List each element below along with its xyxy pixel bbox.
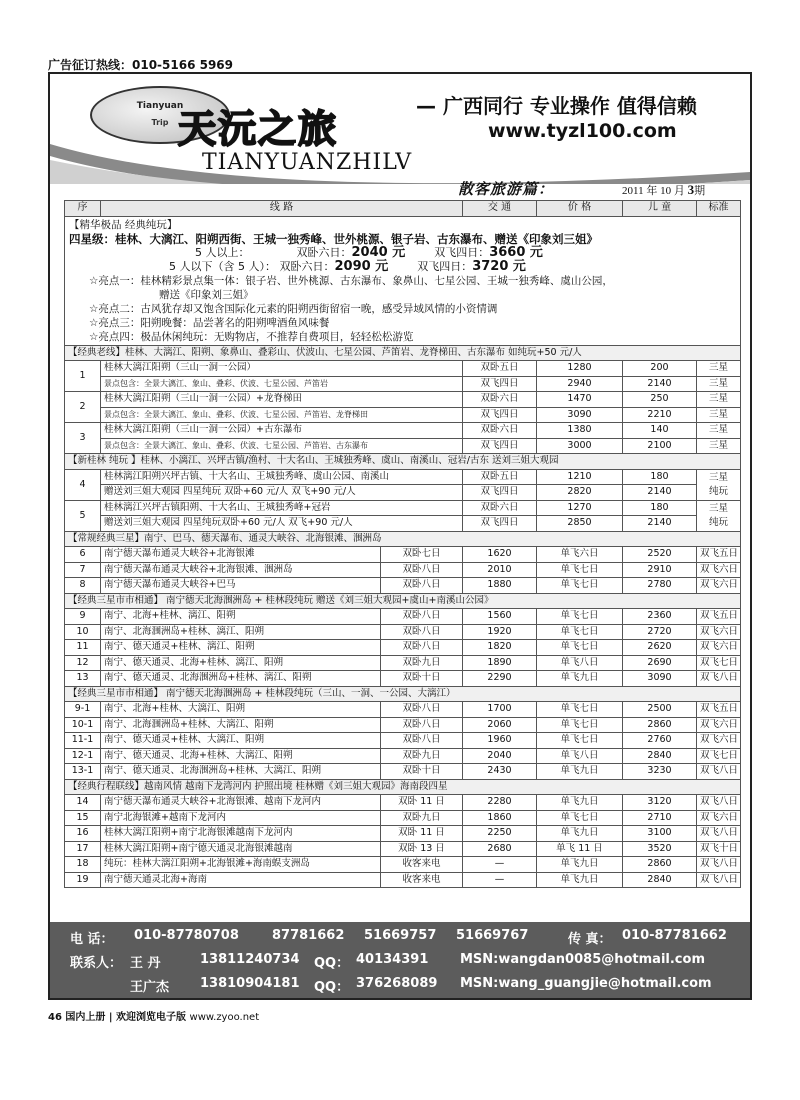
transport-option-2: 单飞九日 — [560, 873, 599, 885]
price-option-2: 2910 — [647, 563, 672, 575]
promo-highlight-1b: 赠送《印象刘三姐》 — [159, 288, 254, 301]
row-number: 18 — [76, 858, 89, 870]
price-option-2: 2620 — [647, 641, 672, 653]
section-header: 【经典行程联线】越南风情 越南下龙湾河内 护照出境 桂林赠《刘三姐大观园》海南段四星 — [65, 779, 741, 795]
route-name: 南宁、北海涠洲岛+桂林、漓江、阳朔 — [104, 625, 264, 637]
child-price: 2210 — [647, 408, 672, 420]
table-row — [65, 438, 741, 454]
route-name: 桂林大漓江阳朔（三山一洞一公园） — [104, 362, 257, 374]
promo-price-row-2 — [69, 260, 736, 274]
price-option-2: 2780 — [647, 579, 672, 591]
table-row — [65, 655, 741, 671]
price: 2850 — [567, 517, 592, 529]
standard: 三星 — [708, 362, 728, 374]
table-row — [65, 547, 741, 563]
table-row — [65, 485, 741, 501]
table-row — [65, 702, 741, 718]
route-detail: 景点包含：全景大漓江、象山、叠彩、伏波、七星公园、芦笛岩、古东瀑布 — [104, 440, 368, 450]
price-option-1: — — [494, 873, 505, 885]
col-header-standard: 标准 — [697, 201, 741, 217]
col-header-no: 序 — [65, 201, 101, 217]
transport: 双飞四日 — [480, 439, 519, 451]
table-row — [65, 826, 741, 842]
route-name: 南宁、北海+桂林、漓江、阳朔 — [104, 610, 236, 622]
page-footer — [48, 1008, 259, 1023]
table-row — [65, 733, 741, 749]
row-number: 16 — [76, 827, 89, 839]
table-row — [65, 810, 741, 826]
fax-label: 传 真： — [568, 932, 612, 947]
route-name: 南宁、北海+桂林、大漓江、阳朔 — [104, 703, 245, 715]
transport: 双飞四日 — [480, 408, 519, 420]
tel-label: 电 话： — [70, 932, 114, 947]
price-option-1: 1620 — [487, 548, 512, 560]
row-number: 13 — [76, 672, 89, 684]
section-header-row — [65, 686, 741, 702]
mobile-number: 13810904181 — [200, 976, 300, 991]
route-name: 南宁德天通灵北海+海南 — [104, 873, 207, 885]
route-name: 南宁、德天通灵+桂林、大漓江、阳朔 — [104, 734, 264, 746]
contact-footer — [50, 922, 750, 998]
route-name: 桂林大漓江阳朔（三山一洞一公园）+古东瀑布 — [104, 424, 302, 436]
transport: 双飞四日 — [480, 486, 519, 498]
price: 1470 — [567, 393, 592, 405]
website-url: www.tyzl100.com — [488, 120, 677, 142]
section-header-row — [65, 779, 741, 795]
transport-option-2: 单飞七日 — [560, 579, 599, 591]
transport-option-2: 单飞七日 — [560, 734, 599, 746]
row-number: 11-1 — [71, 734, 94, 746]
promo-price-row-1 — [69, 246, 736, 260]
route-name: 南宁、德天通灵、北海+桂林、漓江、阳朔 — [104, 656, 283, 668]
row-number: 17 — [76, 842, 89, 854]
transport-option-1: 双卧八日 — [402, 703, 441, 715]
promo-price-type: 双卧六日： — [279, 259, 335, 273]
issue-suffix: 期 — [694, 185, 706, 197]
route-name: 南宁、北海涠洲岛+桂林、大漓江、阳朔 — [104, 718, 274, 730]
transport-option-1: 双卧九日 — [402, 749, 441, 761]
route-name: 桂林漓江兴坪古镇阳朔、十大名山、王城独秀峰+冠岩 — [104, 501, 331, 513]
fax-number: 010-87781662 — [622, 928, 727, 943]
logo-text-top: Tianyuan — [136, 101, 184, 111]
contact-name: 王 丹 — [130, 956, 161, 971]
price-option-2: 2760 — [647, 734, 672, 746]
transport-option-2: 单飞九日 — [560, 827, 599, 839]
contact-name: 王广杰 — [130, 980, 170, 995]
price: 2820 — [567, 486, 592, 498]
standard: 三星 — [708, 439, 728, 451]
child-price: 2140 — [647, 517, 672, 529]
transport-option-1: 双卧八日 — [402, 625, 441, 637]
promo-highlight-1: ☆亮点一：桂林精彩景点集一体：银子岩、世外桃源、古东瀑布、象鼻山、七星公园、王城一独秀峰、虞山公园， — [89, 274, 613, 287]
slogan: — 广西同行 专业操作 值得信赖 — [416, 94, 697, 118]
transport-option-3: 双飞八日 — [700, 873, 739, 885]
table-row — [65, 469, 741, 485]
route-name: 南宁北海银滩+越南下龙河内 — [104, 811, 226, 823]
price-option-1: 1860 — [487, 811, 512, 823]
transport-option-1: 双卧八日 — [402, 734, 441, 746]
qq-number: 40134391 — [356, 952, 429, 967]
section-header-row — [65, 593, 741, 609]
route-name: 南宁、德天通灵、北海涠洲岛+桂林、漓江、阳朔 — [104, 672, 312, 684]
price: 1270 — [567, 501, 592, 513]
table-row — [65, 795, 741, 811]
standard: 三星 纯玩 — [708, 502, 728, 528]
transport-option-2: 单飞八日 — [560, 656, 599, 668]
section-title: 散客旅游篇： — [458, 180, 555, 198]
table-row — [65, 516, 741, 532]
price: 1280 — [567, 362, 592, 374]
transport-option-1: 双卧八日 — [402, 563, 441, 575]
brochure-frame — [48, 72, 752, 1000]
table-row — [65, 376, 741, 392]
price-option-1: 2010 — [487, 563, 512, 575]
table-row — [65, 423, 741, 439]
table-row — [65, 361, 741, 377]
row-number: 9-1 — [74, 703, 91, 715]
transport-option-3: 双飞八日 — [700, 858, 739, 870]
price-option-1: 2430 — [487, 765, 512, 777]
transport-option-1: 双卧 13 日 — [398, 842, 445, 854]
table-row — [65, 578, 741, 594]
promo-block — [65, 216, 741, 345]
row-number: 7 — [79, 563, 86, 575]
section-header: 【经典三星市市相通】 南宁德天北海涠洲岛 + 桂林段纯玩 赠送《刘三姐大观园+虞山+南溪山公园》 — [65, 593, 741, 609]
row-number: 2 — [79, 401, 86, 412]
row-number: 5 — [79, 509, 86, 521]
transport-option-3: 双飞六日 — [700, 563, 739, 575]
table-row — [65, 407, 741, 423]
child-price: 2140 — [647, 486, 672, 498]
transport-option-2: 单飞七日 — [560, 610, 599, 622]
row-number: 14 — [76, 796, 89, 808]
price-option-1: 1920 — [487, 625, 512, 637]
row-number: 15 — [76, 811, 89, 823]
table-row — [65, 841, 741, 857]
header — [50, 74, 750, 204]
footer-text: 国内上册 | 欢迎浏览电子版 — [65, 1012, 187, 1023]
logo-text-bottom: Trip — [151, 118, 169, 127]
route-name: 桂林大漓江阳朔+南宁北海银滩越南下龙河内 — [104, 827, 293, 839]
price-option-1: 2040 — [487, 749, 512, 761]
transport-option-1: 双卧七日 — [402, 548, 441, 560]
transport-option-3: 双飞七日 — [700, 656, 739, 668]
route-name: 纯玩：桂林大漓江阳朔+北海银滩+海南蜈支洲岛 — [104, 858, 310, 870]
price-option-1: 1890 — [487, 656, 512, 668]
transport-option-3: 双飞十日 — [700, 842, 739, 854]
table-row — [65, 717, 741, 733]
contact-label: 联系人： — [70, 956, 123, 971]
price-option-2: 2860 — [647, 858, 672, 870]
row-number: 19 — [76, 873, 89, 885]
price-option-1: 1700 — [487, 703, 512, 715]
table-row — [65, 392, 741, 408]
transport-option-2: 单飞九日 — [560, 796, 599, 808]
promo-price-label: 5 人以上： — [195, 245, 250, 259]
promo-price-type: 双飞四日： — [434, 245, 490, 259]
price-option-2: 3090 — [647, 672, 672, 684]
mobile-number: 13811240734 — [200, 952, 300, 967]
brand-chinese: 天沅之旅 — [178, 106, 339, 151]
transport-option-3: 双飞八日 — [700, 796, 739, 808]
table-row — [65, 624, 741, 640]
transport-option-3: 双飞六日 — [700, 734, 739, 746]
row-number: 9 — [79, 610, 86, 622]
row-number: 1 — [79, 370, 86, 381]
section-header: 【经典三星市市相通】 南宁德天北海涠洲岛 + 桂林段纯玩（三山、一洞、一公园、大漓江） — [65, 686, 741, 702]
msn-address: MSN:wangdan0085@hotmail.com — [460, 952, 705, 967]
child-price: 200 — [650, 362, 669, 374]
transport-option-1: 双卧八日 — [402, 610, 441, 622]
table-row — [65, 500, 741, 516]
price-option-1: 2290 — [487, 672, 512, 684]
route-name: 桂林大漓江阳朔（三山一洞一公园）+龙脊梯田 — [104, 393, 302, 405]
row-number: 13-1 — [71, 765, 94, 777]
promo-price: 2040 元 — [351, 244, 406, 260]
issue-date-text: 2011 年 10 月 — [622, 185, 685, 197]
standard: 三星 — [708, 377, 728, 389]
promo-price-label: 5 人以下（含 5 人）： — [169, 259, 276, 273]
standard: 三星 — [708, 424, 728, 436]
transport-option-2: 单飞七日 — [560, 563, 599, 575]
transport-option-1: 双卧八日 — [402, 718, 441, 730]
qq-label: QQ： — [314, 980, 350, 995]
transport-option-2: 单飞七日 — [560, 641, 599, 653]
price-option-2: 2360 — [647, 610, 672, 622]
brand-english: TIANYUANZHILV — [202, 150, 413, 175]
ad-hotline: 广告征订热线：010-5166 5969 — [48, 58, 234, 72]
col-header-transport: 交 通 — [463, 201, 537, 217]
transport-option-2: 单飞七日 — [560, 703, 599, 715]
promo-highlight-3: ☆亮点三：阳朔晚餐：品尝著名的阳朔啤酒鱼风味餐 — [89, 316, 330, 329]
price-option-2: 2860 — [647, 718, 672, 730]
route-name: 南宁、德天通灵+桂林、漓江、阳朔 — [104, 641, 255, 653]
price-option-1: 1560 — [487, 610, 512, 622]
price-option-2: 2690 — [647, 656, 672, 668]
promo-line: 四星级：桂林、大漓江、阳朔西街、王城一独秀峰、世外桃源、银子岩、古东瀑布、赠送《印象刘三姐》 — [69, 231, 598, 246]
route-detail: 赠送刘三姐大观园 四星纯玩 双卧+60 元/人 双飞+90 元/人 — [104, 486, 356, 498]
route-name: 南宁德天瀑布通灵大峡谷+北海银滩、涠洲岛 — [104, 563, 293, 575]
child-price: 180 — [650, 501, 669, 513]
promo-title: 【精华极品 经典纯玩】 — [69, 218, 178, 231]
table-row — [65, 764, 741, 780]
row-number: 3 — [79, 432, 86, 443]
section-header-row — [65, 531, 741, 547]
price: 1380 — [567, 424, 592, 436]
transport: 双卧六日 — [480, 501, 519, 513]
transport-option-2: 单飞七日 — [560, 625, 599, 637]
transport-option-1: 双卧八日 — [402, 641, 441, 653]
row-number: 4 — [79, 478, 86, 490]
transport-option-1: 收客来电 — [402, 858, 441, 870]
price-option-2: 2710 — [647, 811, 672, 823]
transport-option-1: 双卧十日 — [402, 765, 441, 777]
route-name: 南宁德天瀑布通灵大峡谷+北海银滩 — [104, 548, 255, 560]
price-option-2: 3230 — [647, 765, 672, 777]
col-header-child: 儿 童 — [623, 201, 697, 217]
price-option-2: 2840 — [647, 873, 672, 885]
issue-date — [622, 182, 705, 198]
promo-highlight-4: ☆亮点四：极品休闲纯玩：无购物店，不推荐自费项目，轻轻松松游览 — [89, 330, 414, 343]
table-row — [65, 872, 741, 888]
transport: 双飞四日 — [480, 517, 519, 529]
issue-number: 3 — [687, 182, 695, 197]
promo-price: 3720 元 — [472, 258, 526, 274]
price-option-1: — — [494, 858, 505, 870]
promo-price-type: 双飞四日： — [417, 259, 473, 273]
section-header: 【常规经典三星】南宁、巴马、德天瀑布、通灵大峡谷、北海银滩、涠洲岛 — [65, 531, 741, 547]
transport-option-3: 双飞五日 — [700, 703, 739, 715]
transport-option-2: 单飞八日 — [560, 749, 599, 761]
price-option-2: 3520 — [647, 842, 672, 854]
transport: 双卧六日 — [480, 393, 519, 405]
section-header: 【新桂林 纯玩 】桂林、小漓江、兴坪古镇/渔村、十大名山、王城独秀峰、虞山、南溪山、冠岩/古东 送刘三姐大观园 — [65, 454, 741, 470]
price: 1210 — [567, 470, 592, 482]
qq-label: QQ： — [314, 956, 350, 971]
route-name: 桂林大漓江阳朔+南宁德天通灵北海银滩越南 — [104, 842, 293, 854]
transport-option-2: 单飞九日 — [560, 672, 599, 684]
price-option-1: 2250 — [487, 827, 512, 839]
price-option-1: 2060 — [487, 718, 512, 730]
transport-option-3: 双飞八日 — [700, 765, 739, 777]
transport: 双卧五日 — [480, 362, 519, 374]
price-option-1: 2680 — [487, 842, 512, 854]
route-detail: 景点包含：全景大漓江、象山、叠彩、伏波、七星公园、芦笛岩 — [104, 378, 328, 388]
route-name: 南宁德天瀑布通灵大峡谷+巴马 — [104, 579, 236, 591]
section-header-row — [65, 345, 741, 361]
transport-option-2: 单飞七日 — [560, 718, 599, 730]
price-option-2: 2840 — [647, 749, 672, 761]
section-header-row — [65, 454, 741, 470]
standard: 三星 — [708, 408, 728, 420]
table-row — [65, 857, 741, 873]
transport-option-2: 单飞六日 — [560, 548, 599, 560]
row-number: 12-1 — [71, 749, 94, 761]
promo-highlight-2: ☆亮点二：古风犹存却又饱含国际化元素的阳朔西街留宿一晚，感受异域风情的小资情调 — [89, 302, 498, 315]
page-number: 46 — [48, 1012, 62, 1023]
transport-option-2: 单飞九日 — [560, 858, 599, 870]
msn-address: MSN:wang_guangjie@hotmail.com — [460, 976, 712, 991]
transport-option-1: 双卧九日 — [402, 656, 441, 668]
price-option-2: 3100 — [647, 827, 672, 839]
transport-option-3: 双飞八日 — [700, 672, 739, 684]
route-detail: 赠送刘三姐大观园 四星纯玩双卧+60 元/人 双飞+90 元/人 — [104, 517, 353, 529]
child-price: 2140 — [647, 377, 672, 389]
promo-price: 2090 元 — [334, 258, 389, 274]
table-row — [65, 748, 741, 764]
row-number: 6 — [79, 548, 86, 560]
row-number: 10 — [76, 625, 89, 637]
transport-option-2: 单飞七日 — [560, 811, 599, 823]
promo-price-type: 双卧六日： — [296, 245, 352, 259]
phone-number: 010-87780708 — [134, 928, 239, 943]
transport-option-1: 双卧 11 日 — [398, 827, 445, 839]
phone-number: 87781662 — [272, 928, 345, 943]
route-detail: 景点包含：全景大漓江、象山、叠彩、伏波、七星公园、芦笛岩、龙脊梯田 — [104, 409, 368, 419]
transport: 双飞四日 — [480, 377, 519, 389]
transport-option-2: 单飞九日 — [560, 765, 599, 777]
standard: 三星 — [708, 393, 728, 405]
price-option-1: 1960 — [487, 734, 512, 746]
route-name: 南宁德天瀑布通灵大峡谷+北海银滩、越南下龙河内 — [104, 796, 321, 808]
transport: 双卧五日 — [480, 470, 519, 482]
table-row — [65, 671, 741, 687]
section-header: 【经典老线】桂林、大漓江、阳朔、象鼻山、叠彩山、伏波山、七星公园、芦笛岩、龙脊梯田、古东瀑布 如纯玩+50 元/人 — [65, 345, 741, 361]
transport: 双卧六日 — [480, 424, 519, 436]
transport-option-3: 双飞七日 — [700, 749, 739, 761]
transport-option-1: 收客来电 — [402, 873, 441, 885]
route-name: 南宁、德天通灵、北海+桂林、大漓江、阳朔 — [104, 749, 293, 761]
transport-option-1: 双卧十日 — [402, 672, 441, 684]
transport-option-3: 双飞八日 — [700, 827, 739, 839]
qq-number: 376268089 — [356, 976, 438, 991]
price-option-1: 1880 — [487, 579, 512, 591]
footer-website[interactable]: www.zyoo.net — [189, 1012, 260, 1023]
transport-option-3: 双飞六日 — [700, 641, 739, 653]
standard: 三星 纯玩 — [708, 471, 728, 497]
transport-option-3: 双飞五日 — [700, 610, 739, 622]
transport-option-1: 双卧八日 — [402, 579, 441, 591]
price: 3000 — [567, 439, 592, 451]
child-price: 140 — [650, 424, 669, 436]
price-option-1: 2280 — [487, 796, 512, 808]
transport-option-3: 双飞五日 — [700, 548, 739, 560]
price-option-2: 2720 — [647, 625, 672, 637]
transport-option-3: 双飞六日 — [700, 579, 739, 591]
transport-option-3: 双飞六日 — [700, 718, 739, 730]
phone-number: 51669767 — [456, 928, 529, 943]
route-name: 桂林漓江阳朔兴坪古镇、十大名山、王城独秀峰、虞山公园、南溪山 — [104, 470, 390, 482]
promo-price: 3660 元 — [489, 244, 543, 260]
price: 2940 — [567, 377, 592, 389]
child-price: 180 — [650, 470, 669, 482]
col-header-price: 价 格 — [537, 201, 623, 217]
child-price: 250 — [650, 393, 669, 405]
price-option-2: 3120 — [647, 796, 672, 808]
price-option-1: 1820 — [487, 641, 512, 653]
transport-option-1: 双卧九日 — [402, 811, 441, 823]
row-number: 11 — [76, 641, 89, 653]
price: 3090 — [567, 408, 592, 420]
col-header-route: 线 路 — [101, 201, 463, 217]
phone-number: 51669757 — [364, 928, 437, 943]
transport-option-3: 双飞六日 — [700, 625, 739, 637]
table-row — [65, 562, 741, 578]
table-header-row — [65, 201, 741, 217]
price-table — [64, 200, 741, 888]
price-option-2: 2500 — [647, 703, 672, 715]
price-option-2: 2520 — [647, 548, 672, 560]
child-price: 2100 — [647, 439, 672, 451]
row-number: 10-1 — [71, 718, 94, 730]
transport-option-2: 单飞 11 日 — [556, 842, 603, 854]
transport-option-3: 双飞六日 — [700, 811, 739, 823]
row-number: 8 — [79, 579, 86, 591]
row-number: 12 — [76, 656, 89, 668]
table-row — [65, 609, 741, 625]
transport-option-1: 双卧 11 日 — [398, 796, 445, 808]
route-name: 南宁、德天通灵、北海涠洲岛+桂林、大漓江、阳朔 — [104, 765, 321, 777]
table-row — [65, 640, 741, 656]
